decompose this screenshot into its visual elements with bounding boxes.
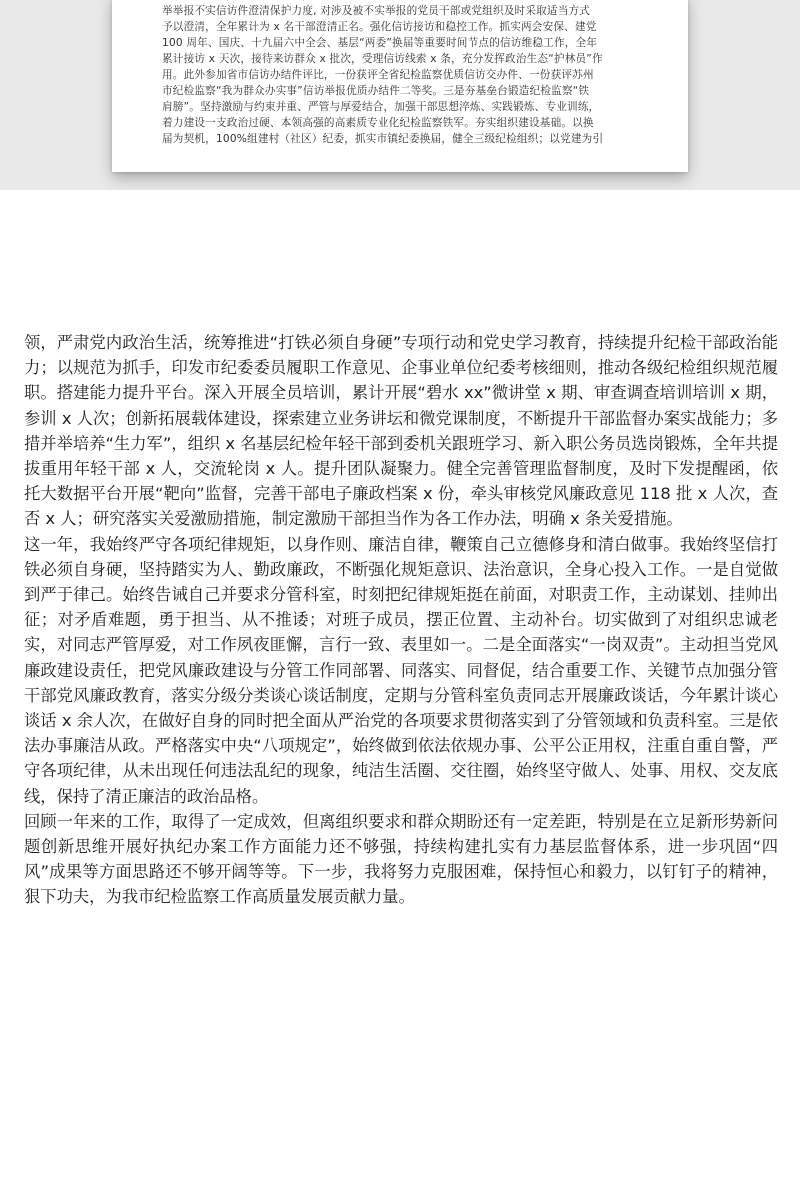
preview-line: 用。此外参加省市信访办结件评比，一份获评全省纪检监察优质信访交办件、一份获评苏州 [162,69,594,81]
document-body [24,330,778,910]
body-paragraph: 回顾一年来的工作，取得了一定成效，但离组织要求和群众期盼还有一定差距，特别是在立足新形势新问题创新思维开展好执纪办案工作方面能力还不够强，持续构建扎实有力基层监督体系，进一步巩固“四风”成果等方面思路还不够开阔等等。下一步，我将努力克服困难，保持恒心和毅力，以钉钉子的精神，狠下功夫，为我市纪检监察工作高质量发展贡献力量。 [24,811,778,907]
preview-line: 届为契机，100%组建村（社区）纪委，抓实市镇纪委换届，健全三级纪检组织；以党建为引 [162,133,604,145]
document-preview-page [112,0,688,172]
preview-line: 肩膀”。坚持激励与约束并重、严管与厚爱结合，加强干部思想淬炼、实践锻炼、专业训练， [162,101,600,113]
body-paragraph: 领，严肃党内政治生活，统筹推进“打铁必须自身硬”专项行动和党史学习教育，持续提升纪检干部政治能力；以规范为抓手，印发市纪委委员履职工作意见、企事业单位纪委考核细则，推动各级纪检组织规范履职。搭建能力提升平台。深入开展全员培训，累计开展“碧水 xx”微讲堂 x 期、审查调查培训培训 x 期，参训 x 人次；创新拓展载体建设，探索建立业务讲坛和微党课制度，不断提升干部监督办案实战能力；多措并举培养“生力军”，组织 x 名基层纪检年轻干部到委机关跟班学习、新入职公务员选岗锻炼，全年共提拔重用年轻干部 x 人，交流轮岗 x 人。提升团队凝聚力。健全完善管理监督制度，及时下发提醒函，依托大数据平台开展“靶向”监督，完善干部电子廉政档案 x 份，牵头审核党风廉政意见 118 批 x 人次，查否 x 人；研究落实关爱激励措施，制定激励干部担当作为各工作办法，明确 x 条关爱措施。 [24,333,778,529]
body-paragraph: 这一年，我始终严守各项纪律规矩，以身作则、廉洁自律，鞭策自己立德修身和清白做事。我始终坚信打铁必须自身硬，坚持踏实为人、勤政廉政，不断强化规矩意识、法治意识，全身心投入工作。一是自觉做到严于律己。始终告诫自己并要求分管科室，时刻把纪律规矩挺在前面，对职责工作，主动谋划、挂帅出征；对矛盾难题，勇于担当、从不推诿；对班子成员，摆正位置、主动补台。切实做到了对组织忠诚老实，对同志严管厚爱，对工作夙夜匪懈，言行一致、表里如一。二是全面落实“一岗双责”。主动担当党风廉政建设责任，把党风廉政建设与分管工作同部署、同落实、同督促，结合重要工作、关键节点加强分管干部党风廉政教育，落实分级分类谈心谈话制度，定期与分管科室负责同志开展廉政谈话，今年累计谈心谈话 x 余人次，在做好自身的同时把全面从严治党的各项要求贯彻落实到了分管领域和负责科室。三是依法办事廉洁从政。严格落实中央“八项规定”，始终做到依法依规办事、公平公正用权，注重自重自警，严守各项纪律，从未出现任何违法乱纪的现象，纯洁生活圈、交往圈，始终坚守做人、处事、用权、交友底线，保持了清正廉洁的政治品格。 [24,534,778,806]
preview-line: 举举报不实信访件澄清保护力度, 对涉及被不实举报的党员干部或党组织及时采取适当方式 [162,5,591,17]
preview-line: 累计接访 x 天次，接待来访群众 x 批次，受理信访线索 x 条，充分发挥政治生态“护林员”作 [162,53,603,65]
preview-line: 予以澄清，全年累计为 x 名干部澄清正名。强化信访接访和稳控工作。抓实两会安保、建党 [162,21,597,33]
preview-line: 着力建设一支政治过硬、本领高强的高素质专业化纪检监察铁军。夯实组织建设基础。以换 [162,117,594,129]
preview-line: 市纪检监察“我为群众办实事”信访举报优质办结件二等奖。三是夯基垒台锻造纪检监察“铁 [162,85,590,97]
preview-text-block [112,0,688,147]
document-preview-area [0,0,800,190]
preview-line: 100 周年、国庆、十九届六中全会、基层“两委”换届等重要时间节点的信访维稳工作，全年 [162,37,598,49]
